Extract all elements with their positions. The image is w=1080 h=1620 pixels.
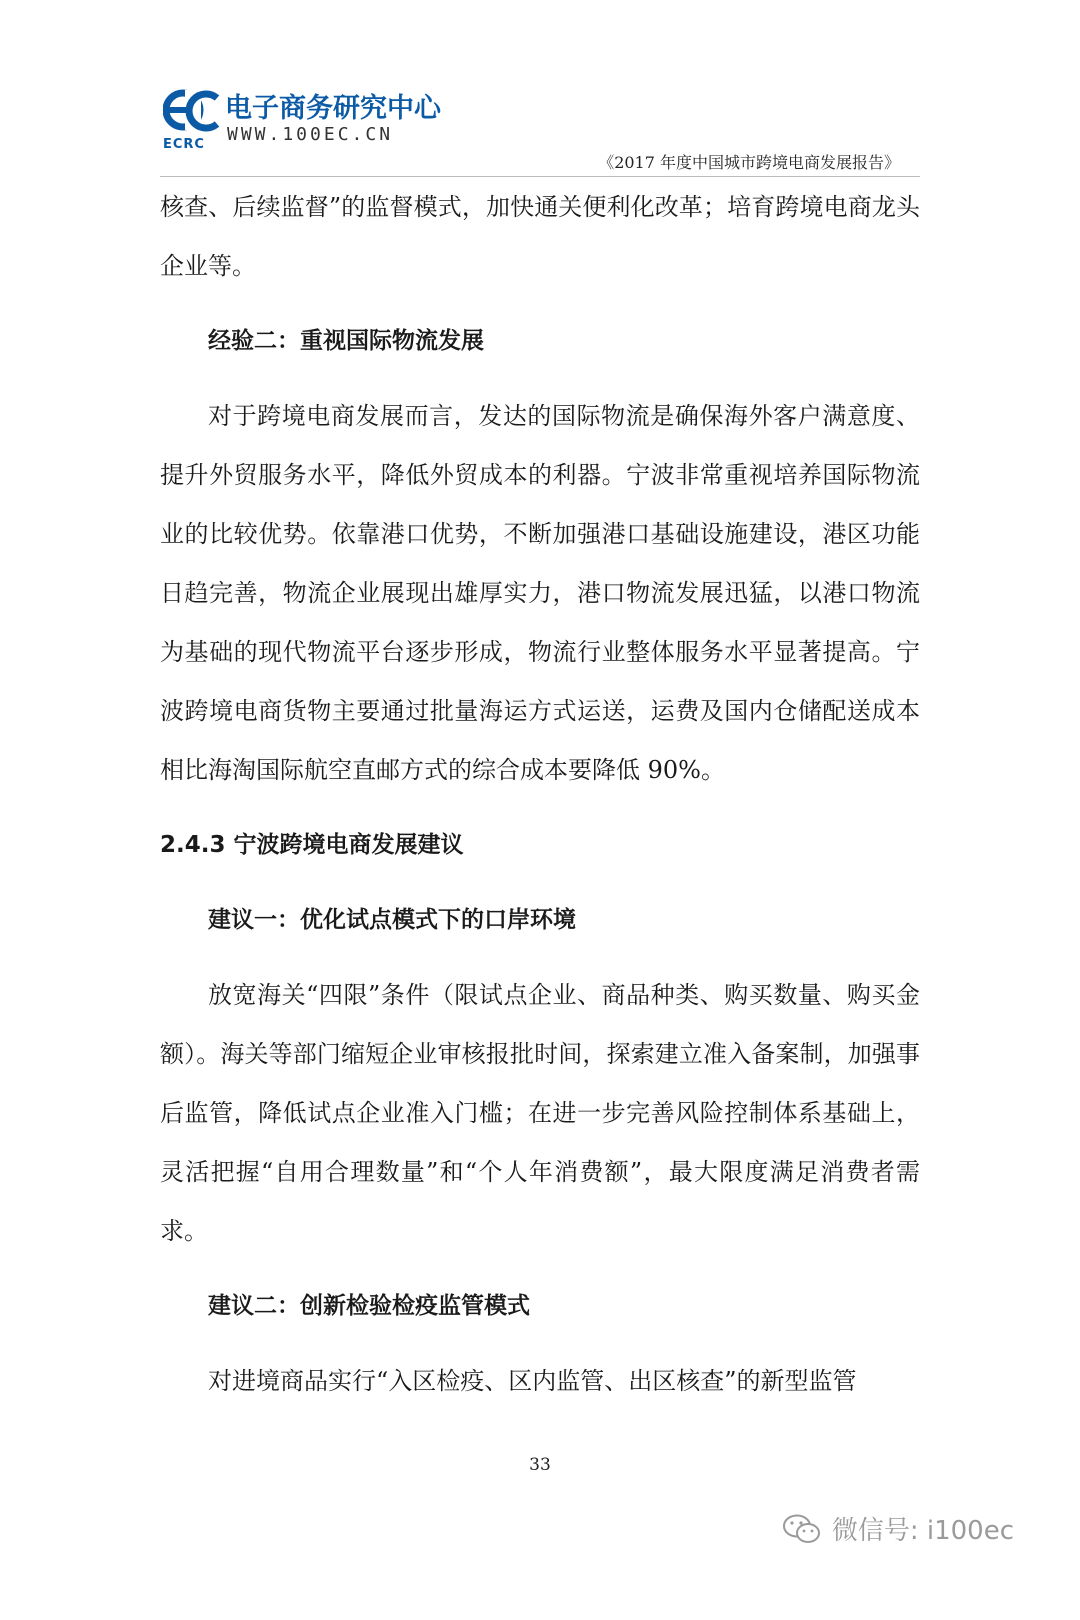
subheading-suggestion-one: 建议一：优化试点模式下的口岸环境: [208, 907, 576, 933]
header-divider: [160, 176, 920, 177]
subheading-suggestion-two: 建议二：创新检验检疫监管模式: [208, 1293, 530, 1319]
page-number: 33: [529, 1455, 551, 1475]
paragraph-logistics: 对于跨境电商发展而言，发达的国际物流是确保海外客户满意度、提升外贸服务水平，降低外贸成本的利器。宁波非常重视培养国际物流业的比较优势。依靠港口优势，不断加强港口基础设施建设，港区功能日趋完善，物流企业展现出雄厚实力，港口物流发展迅猛，以港口物流为基础的现代物流平台逐步形成，物流行业整体服务水平显著提高。宁波跨境电商货物主要通过批量海运方式运送，运费及国内仓储配送成本相比海淘国际航空直邮方式的综合成本要降低 90%。: [160, 402, 920, 784]
ecrc-logo: [163, 82, 441, 154]
ec-logo-icon: [163, 88, 221, 136]
watermark-text: 微信号: i100ec: [831, 1516, 1014, 1546]
paragraph-continued: 核查、后续监督”的监督模式，加快通关便利化改革；培育跨境电商龙头企业等。: [160, 193, 920, 280]
paragraph-inspection: 对进境商品实行“入区检疫、区内监管、出区核查”的新型监管: [208, 1367, 857, 1395]
wechat-watermark: [782, 1510, 1014, 1547]
subheading-experience-two: 经验二：重视国际物流发展: [208, 328, 484, 354]
logo-url: WWW.100EC.CN: [227, 124, 394, 145]
logo-abbreviation: ECRC: [163, 137, 205, 152]
wechat-icon: [782, 1512, 822, 1546]
logo-name: 电子商务研究中心: [225, 93, 441, 124]
report-title: 《2017 年度中国城市跨境电商发展报告》: [598, 153, 900, 172]
section-heading-2-4-3: 2.4.3 宁波跨境电商发展建议: [160, 832, 464, 858]
paragraph-customs: 放宽海关“四限”条件（限试点企业、商品种类、购买数量、购买金额）。海关等部门缩短企业审核报批时间，探索建立准入备案制，加强事后监管，降低试点企业准入门槛；在进一步完善风险控制体系基础上，灵活把握“自用合理数量”和“个人年消费额”，最大限度满足消费者需求。: [160, 981, 920, 1245]
body-content: [160, 178, 920, 1411]
